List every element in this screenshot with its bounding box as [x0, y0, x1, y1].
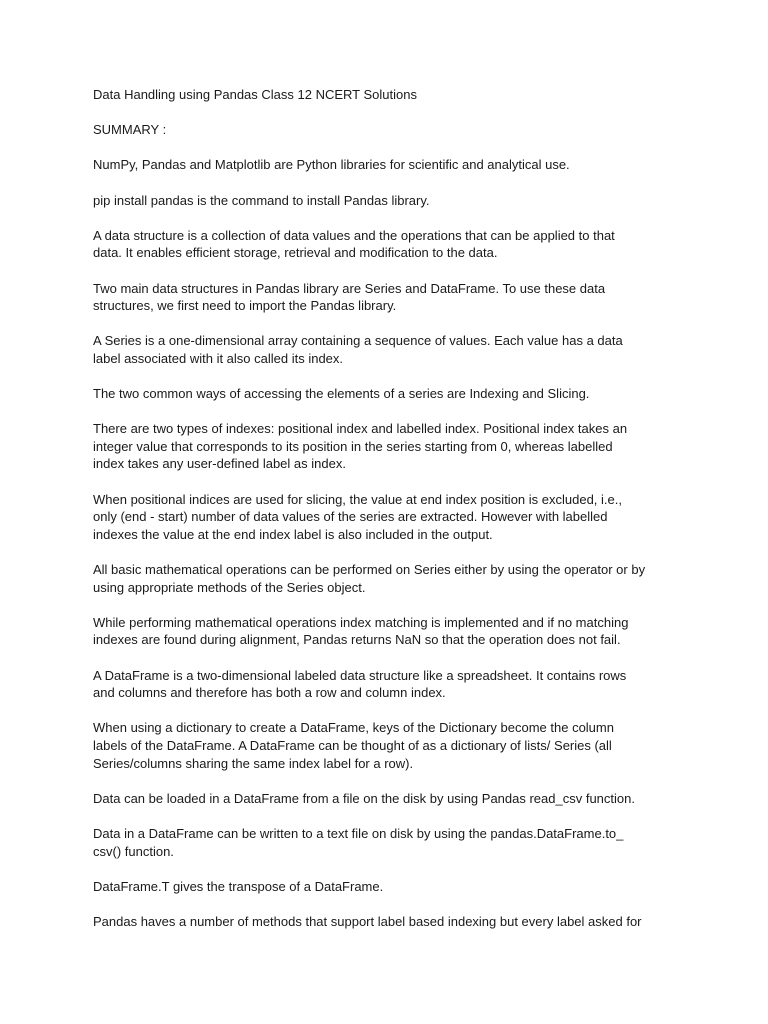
paragraph-line: labels of the DataFrame. A DataFrame can be thought of as a dictionary of lists/ Series (all — [93, 737, 612, 753]
paragraph-line: While performing mathematical operations index matching is implemented and if no matching — [93, 614, 629, 630]
paragraph-line: Data in a DataFrame can be written to a text file on disk by using the pandas.DataFrame.to_ — [93, 825, 624, 841]
paragraph-line: structures, we first need to import the Pandas library. — [93, 298, 397, 314]
paragraph-line: and columns and therefore has both a row and column index. — [93, 685, 446, 701]
paragraph-line: A Series is a one-dimensional array containing a sequence of values. Each value has a data — [93, 333, 623, 349]
summary-paragraph — [93, 332, 685, 367]
document-title — [93, 86, 685, 104]
summary-heading-text: SUMMARY : — [93, 122, 167, 138]
paragraph-line: only (end - start) number of data values of the series are extracted. However with labelled — [93, 509, 608, 525]
summary-paragraph — [93, 719, 685, 772]
paragraph-line: pip install pandas is the command to install Pandas library. — [93, 192, 430, 208]
summary-heading — [93, 121, 685, 139]
paragraph-line: index takes any user-defined label as index. — [93, 456, 346, 472]
paragraph-line: NumPy, Pandas and Matplotlib are Python libraries for scientific and analytical use. — [93, 157, 570, 173]
summary-paragraph — [93, 790, 685, 808]
paragraph-line: Pandas haves a number of methods that support label based indexing but every label asked for — [93, 913, 642, 929]
summary-paragraph — [93, 420, 685, 473]
summary-paragraph — [93, 825, 685, 860]
summary-paragraph — [93, 491, 685, 544]
paragraph-line: When positional indices are used for slicing, the value at end index position is excluded, i.e., — [93, 491, 622, 507]
paragraph-line: integer value that corresponds to its position in the series starting from 0, whereas labelled — [93, 438, 613, 454]
summary-paragraph — [93, 913, 685, 931]
document-title-text: Data Handling using Pandas Class 12 NCERT Solutions — [93, 87, 417, 102]
summary-paragraph — [93, 192, 685, 210]
summary-paragraph — [93, 561, 685, 596]
document-body — [93, 86, 685, 948]
paragraph-line: indexes are found during alignment, Pandas returns NaN so that the operation does not fail. — [93, 632, 621, 648]
paragraph-line: data. It enables efficient storage, retrieval and modification to the data. — [93, 245, 498, 261]
paragraph-line: When using a dictionary to create a DataFrame, keys of the Dictionary become the column — [93, 720, 614, 736]
paragraph-line: label associated with it also called its index. — [93, 350, 344, 366]
paragraph-line: A DataFrame is a two-dimensional labeled data structure like a spreadsheet. It contains rows — [93, 667, 627, 683]
paragraph-line: DataFrame.T gives the transpose of a DataFrame. — [93, 878, 384, 894]
summary-paragraph — [93, 227, 685, 262]
paragraph-line: A data structure is a collection of data values and the operations that can be applied to that — [93, 227, 615, 243]
paragraph-line: All basic mathematical operations can be performed on Series either by using the operator or by — [93, 562, 646, 578]
paragraph-line: csv() function. — [93, 843, 174, 859]
paragraph-line: The two common ways of accessing the elements of a series are Indexing and Slicing. — [93, 386, 590, 402]
summary-paragraph — [93, 667, 685, 702]
summary-paragraph — [93, 385, 685, 403]
summary-paragraph — [93, 156, 685, 174]
summary-paragraph — [93, 614, 685, 649]
summary-paragraph — [93, 878, 685, 896]
summary-paragraph — [93, 280, 685, 315]
paragraph-line: There are two types of indexes: positional index and labelled index. Positional index takes an — [93, 421, 628, 437]
paragraph-line: Data can be loaded in a DataFrame from a file on the disk by using Pandas read_csv function. — [93, 790, 635, 806]
summary-paragraphs — [93, 156, 685, 930]
paragraph-line: Two main data structures in Pandas library are Series and DataFrame. To use these data — [93, 280, 606, 296]
paragraph-line: using appropriate methods of the Series object. — [93, 579, 366, 595]
paragraph-line: Series/columns sharing the same index label for a row). — [93, 755, 414, 771]
paragraph-line: indexes the value at the end index label is also included in the output. — [93, 526, 493, 542]
